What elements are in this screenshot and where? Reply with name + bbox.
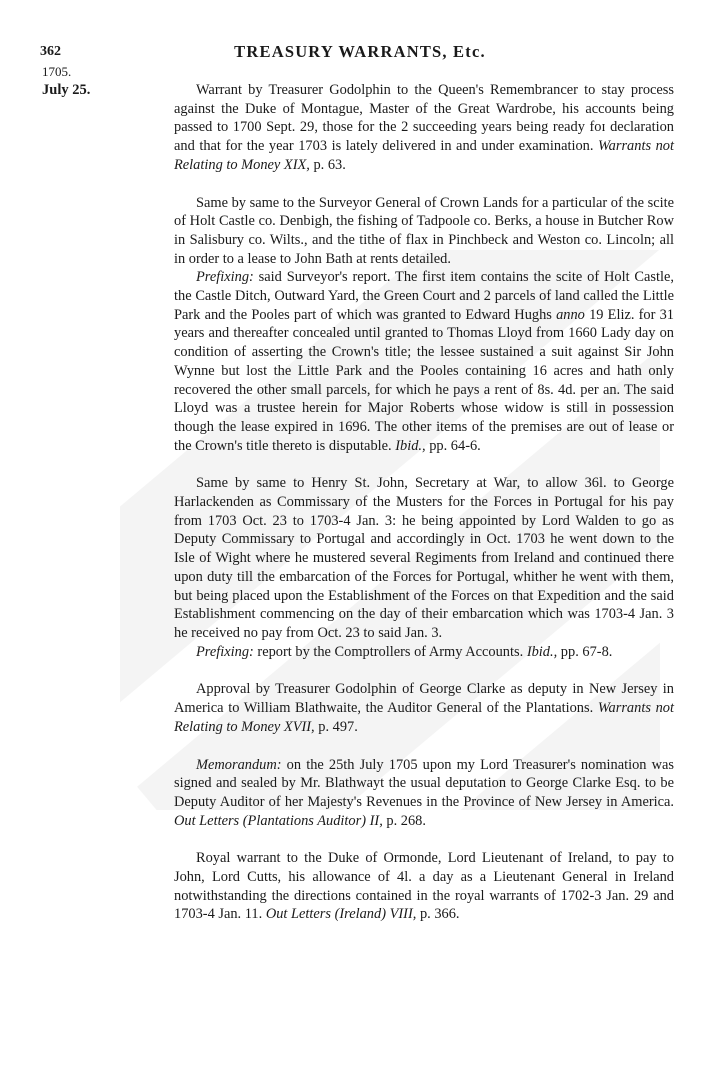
margin-date: July 25. xyxy=(42,82,91,98)
entry-lead: Prefixing: xyxy=(196,269,254,286)
entry-paragraph xyxy=(174,849,674,924)
entry-reference-page: p. 63. xyxy=(309,156,346,173)
entry-lead: Memorandum: xyxy=(196,756,282,773)
entry-body: Royal warrant to the Duke of Ormonde, Lord Lieutenant of Ireland, to pay to John, Lord Cutts, his allowance of 4l. a day as a Lieutenant General in Ireland notwithstanding the directions contained in the royal warrants of 1702-3 Jan. 29 and 1703-4 Jan. 11. xyxy=(174,850,674,923)
entry-reference-page: p. 366. xyxy=(416,906,460,923)
entry-paragraph xyxy=(174,268,674,455)
entry-paragraph xyxy=(174,474,674,642)
entry-reference: Warrants not Relating to Money XIX, xyxy=(174,138,674,173)
entry-lead: Prefixing: xyxy=(196,643,254,660)
margin-year: 1705. xyxy=(42,64,72,79)
entry-reference: Ibid., xyxy=(526,643,558,660)
entry-body: Warrant by Treasurer Godolphin to the Queen's Remembrancer to stay process against the Duke of Montague, Master of the Great Wardrobe, his accounts being passed to 1700 Sept. 29, those for the 2 succeeding years being ready foɪ declaration and that for the year 1703 is lately delivered in and under examination. xyxy=(174,82,674,155)
entry-reference-page: pp. 64-6. xyxy=(425,437,481,454)
entry-reference: Ibid., xyxy=(395,437,426,454)
entry-reference: Warrants not Relating to Money XVII, xyxy=(174,700,674,735)
entry-emphasis: anno xyxy=(556,306,585,323)
entry-paragraph xyxy=(174,756,674,831)
entry-paragraph xyxy=(174,194,674,269)
entry-reference: Out Letters (Plantations Auditor) II, xyxy=(174,812,383,829)
page-number: 362 xyxy=(40,44,61,59)
entry-body: Same by same to Henry St. John, Secretary at War, to allow 36l. to George Harlackenden as Commissary of the Musters for the Forces in Portugal for his pay from 1703 Oct. 23 to 1703-4 Jan. 3: he being appointed by Lord Walden to go as Deputy Commissary to Portugal and accordingly in Oct. 1703 he went down to the Isle of Wight where he mustered several Regiments from Ireland and continued there upon duty till the embarcation of the Forces for Portugal, whither he went with them, but being placed upon the Establishment of the Forces on that Expedition and the said Establishment commencing on the day of their embarcation which was 1703-4 Jan. 3 he received no pay from Oct. 23 to said Jan. 3. xyxy=(174,475,674,641)
entry-reference: Out Letters (Ireland) VIII, xyxy=(265,906,417,923)
entry-paragraph xyxy=(174,680,674,736)
entry-reference-page: pp. 67-8. xyxy=(557,643,613,660)
entry-reference-page: p. 497. xyxy=(314,718,358,735)
entry-paragraph xyxy=(174,643,674,662)
running-title: TREASURY WARRANTS, Etc. xyxy=(234,42,486,61)
entry-body: said Surveyor's report. The first item contains the scite of Holt Castle, the Castle Ditch, Outward Yard, the Green Court and 2 parcels of land called the Little Park and the Pooles part of which was granted to Edward Hughs xyxy=(174,269,674,323)
entry-body: Approval by Treasurer Godolphin of George Clarke as deputy in New Jersey in America to William Blathwaite, the Auditor General of the Plantations. xyxy=(174,681,674,717)
entry-reference-page: p. 268. xyxy=(382,812,426,829)
entry-body: report by the Comptrollers of Army Accounts. xyxy=(253,643,524,660)
entries xyxy=(174,81,674,924)
entry-body: on the 25th July 1705 upon my Lord Treasurer's nomination was signed and sealed by Mr. Blathwayt the usual deputation to George Clarke Esq. to be Deputy Auditor of her Majesty's Revenues in the Province of New Jersey in America. xyxy=(174,756,674,810)
entry-paragraph xyxy=(174,81,674,175)
entry-body: Same by same to the Surveyor General of Crown Lands for a particular of the scite of Holt Castle co. Denbigh, the fishing of Tadpoole co. Berks, a house in Butcher Row in Salisbury co. Wilts., and the tithe of flax in Pinchbeck and Weston co. Lincoln; all in order to a lease to John Bath at rents detailed. xyxy=(174,194,674,267)
entry-body-continued: 19 Eliz. for 31 years and thereafter concealed until granted to Thomas Lloyd from 1660 Lady day on condition of asserting the Crown's title; the lessee sustained a suit against Sir John Wynne but lost the Little Park and the Pooles containing 16 acres and hath only recovered the other small parcels, for which he pays a rent of 8s. 4d. per an. The said Lloyd was a trustee herein for Major Roberts whose widow is still in possession though the lease expired in 1696. The other items of the premises are out of lease or the Crown's title thereto is disputable. xyxy=(174,306,675,454)
